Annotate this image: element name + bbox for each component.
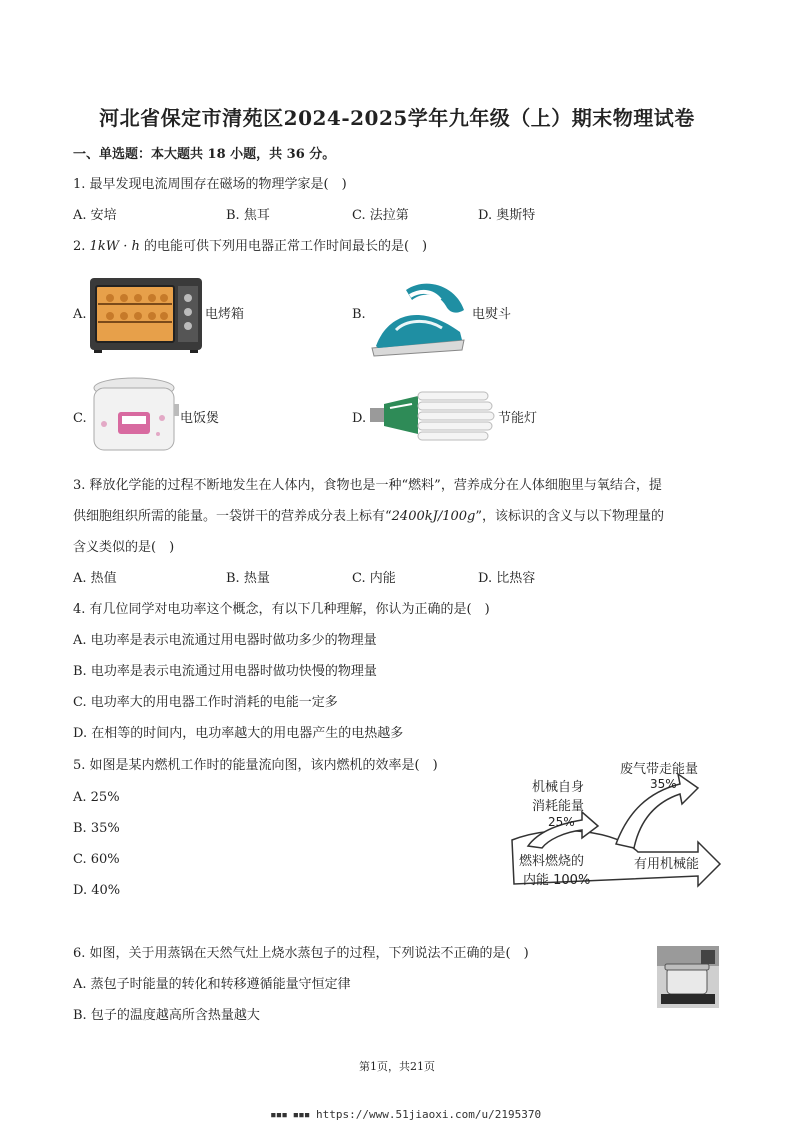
iron-image xyxy=(366,270,470,358)
q1-option-b: B. 焦耳 xyxy=(226,208,270,223)
q1-option-d: D. 奥斯特 xyxy=(478,208,536,223)
q4-option-c: C. 电功率大的用电器工作时消耗的电能一定多 xyxy=(73,695,338,710)
q2-option-b-label: 电熨斗 xyxy=(472,307,512,322)
q3-option-a: A. 热值 xyxy=(73,571,117,586)
steamer-image xyxy=(657,946,719,1008)
q3-option-d: D. 比热容 xyxy=(478,571,536,586)
mechanical-loss-label-1: 机械自身 xyxy=(532,780,585,795)
useful-work-label: 有用机械能 xyxy=(634,857,700,872)
q2-stem: 2. 1kW · h 的电能可供下列用电器正常工作时间最长的是( ) xyxy=(73,239,428,254)
q1-option-c: C. 法拉第 xyxy=(352,208,409,223)
page-title: 河北省保定市清苑区2024-2025学年九年级（上）期末物理试卷 xyxy=(99,106,695,130)
source-url[interactable]: ▪▪▪ ▪▪▪ https://www.51jiaoxi.com/u/2195370 xyxy=(270,1108,542,1121)
q4-option-d: D. 在相等的时间内，电功率越大的用电器产生的电热越多 xyxy=(73,726,404,741)
q2-option-d-label: 节能灯 xyxy=(498,411,538,426)
q2-option-b-letter: B. xyxy=(352,307,366,322)
q2-option-d-letter: D. xyxy=(352,411,367,426)
q1-option-a: A. 安培 xyxy=(73,208,117,223)
q2-option-a-label: 电烤箱 xyxy=(205,307,245,322)
mechanical-loss-label-2: 消耗能量 xyxy=(532,799,585,814)
oven-image xyxy=(88,274,204,354)
url-decoration-icon: ▪▪▪ ▪▪▪ xyxy=(270,1108,310,1121)
q5-option-a: A. 25% xyxy=(73,790,120,805)
q6-option-a: A. 蒸包子时能量的转化和转移遵循能量守恒定律 xyxy=(73,977,351,992)
q2-option-a-letter: A. xyxy=(73,307,87,322)
q3-option-b: B. 热量 xyxy=(226,571,270,586)
q4-option-a: A. 电功率是表示电流通过用电器时做功多少的物理量 xyxy=(73,633,377,648)
q5-option-c: C. 60% xyxy=(73,852,120,867)
page-footer: 第1页，共21页 xyxy=(359,1060,435,1073)
q3-line1: 3. 释放化学能的过程不断地发生在人体内，食物也是一种“燃料”，营养成分在人体细胞里与氧结合，提 xyxy=(73,478,662,493)
exhaust-percent: 35% xyxy=(650,777,677,791)
q6-option-b: B. 包子的温度越高所含热量越大 xyxy=(73,1008,260,1023)
q3-line3: 含义类似的是( ) xyxy=(73,540,175,555)
q5-option-b: B. 35% xyxy=(73,821,120,836)
q4-option-b: B. 电功率是表示电流通过用电器时做功快慢的物理量 xyxy=(73,664,377,679)
q1-stem: 1. 最早发现电流周围存在磁场的物理学家是( ) xyxy=(73,177,347,192)
fuel-energy-label-2: 内能 100% xyxy=(523,873,591,888)
q3-option-c: C. 内能 xyxy=(352,571,396,586)
q6-stem: 6. 如图，关于用蒸锅在天然气灶上烧水蒸包子的过程，下列说法不正确的是( ) xyxy=(73,946,529,961)
rice-cooker-image xyxy=(88,374,180,458)
q3-line2: 供细胞组织所需的能量。一袋饼干的营养成分表上标有“2400kJ/100g”，该标识的含义与以下物理量的 xyxy=(73,509,664,524)
q2-option-c-label: 电饭煲 xyxy=(180,411,220,426)
q2-option-c-letter: C. xyxy=(73,411,87,426)
q5-option-d: D. 40% xyxy=(73,883,121,898)
q5-stem: 5. 如图是某内燃机工作时的能量流向图，该内燃机的效率是( ) xyxy=(73,758,438,773)
mechanical-loss-percent: 25% xyxy=(548,815,575,829)
q4-stem: 4. 有几位同学对电功率这个概念，有以下几种理解，你认为正确的是( ) xyxy=(73,602,490,617)
energy-saving-bulb-image xyxy=(368,382,496,448)
fuel-energy-label-1: 燃料燃烧的 xyxy=(519,854,585,869)
exhaust-label: 废气带走能量 xyxy=(620,762,699,777)
section-heading: 一、单选题：本大题共 18 小题，共 36 分。 xyxy=(73,147,336,162)
